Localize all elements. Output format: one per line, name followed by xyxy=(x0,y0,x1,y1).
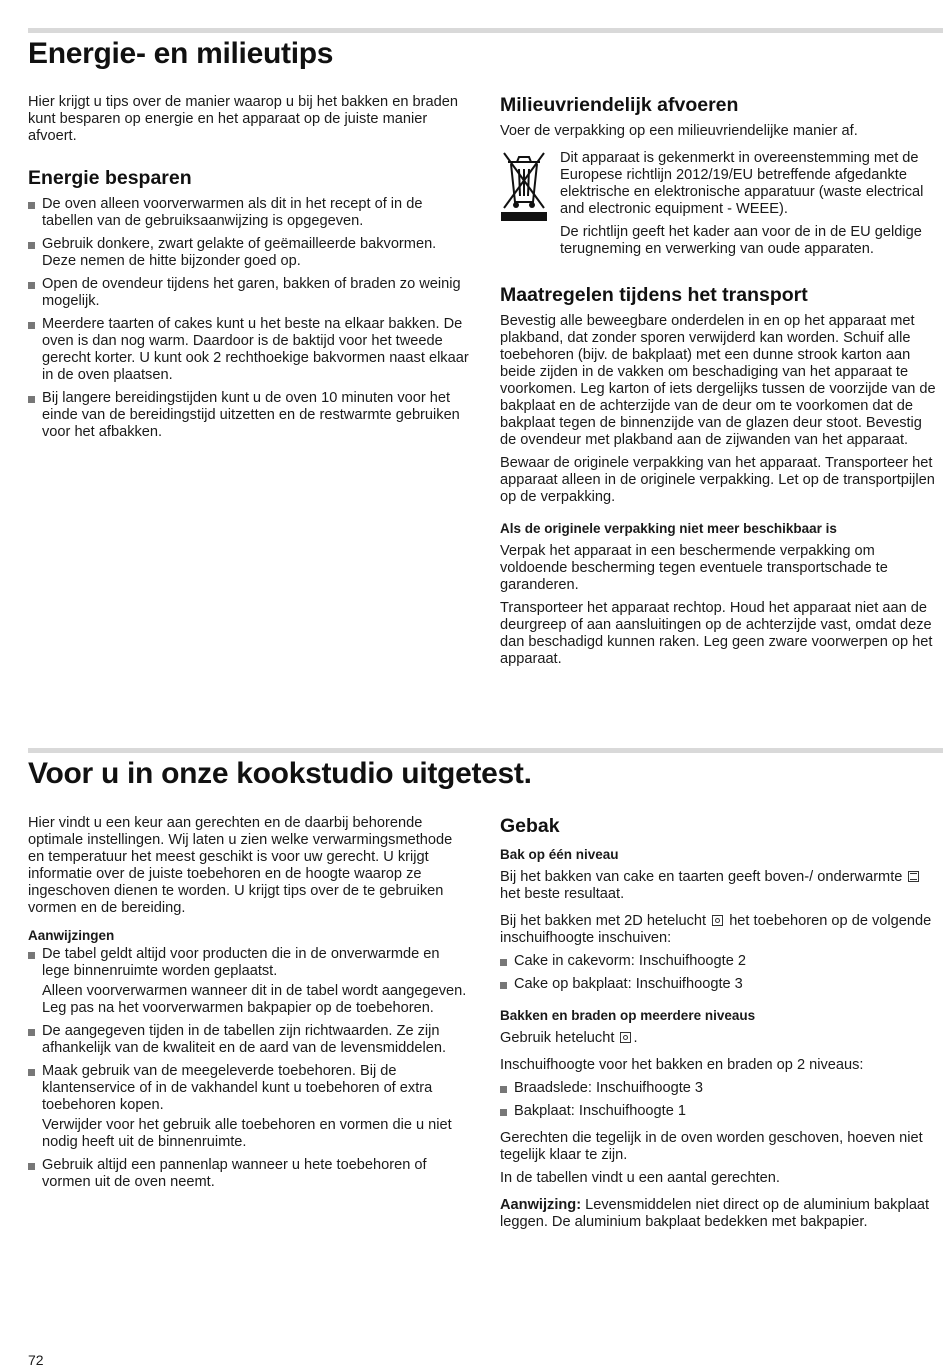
transport-paragraph-2: Bewaar de originele verpakking van het apparaat. Transporteer het apparaat alleen in de originele verpakking. Let op de transportpijlen op de verpakking. xyxy=(500,455,935,505)
bullet-square-icon xyxy=(500,1109,507,1116)
disposal-intro: Voer de verpakking op een milieuvriendelijke manier af. xyxy=(500,123,858,139)
section-title-kookstudio: Voor u in onze kookstudio uitgetest. xyxy=(28,757,532,790)
bullet-square-icon xyxy=(28,396,35,403)
transport-paragraph-4: Transporteer het apparaat rechtop. Houd het apparaat niet aan de deurgreep of aan aansluitingen op de achterzijde vast, omdat deze dan beschadigd kunnen raken. Leg geen zware voorwerpen op het apparaat. xyxy=(500,600,933,667)
weee-text-2: De richtlijn geeft het kader aan voor de in de EU geldige terugneming en verwerking van oude apparaten. xyxy=(560,224,922,257)
bullet-square-icon xyxy=(28,952,35,959)
bullet-square-icon xyxy=(28,242,35,249)
kookstudio-intro: Hier vindt u een keur aan gerechten en de daarbij behorende optimale instellingen. Wij laten u zien welke verwarmingsmethode en temperatuur het meest geschikt is voor uw gerecht. U krijgt informatie over de juiste toebehoren en de hoogte waarop ze ingeschoven dienen te worden. U krijgt tips over de te gebruiken vormen en de bereiding. xyxy=(28,815,453,916)
transport-paragraph-1: Bevestig alle beweegbare onderdelen in en op het apparaat met plakband, dat zonder sporen verwijderd kan worden. Schuif alle toebehoren (bijv. de bakplaat) met een dunne strook karton aan beide zijden in de vakken om beschadiging van het apparaat te voorkomen. Leg karton of iets dergelijks tussen de voorzijde van de bakplaat en de achterzijde van de deur om te voorkomen dat de bakplaat tegen de binnenzijde van de glazen deur stoot. Bevestig de ovendeur met plakband aan de zijwanden van het apparaat. xyxy=(500,313,936,448)
bullet-square-icon xyxy=(28,202,35,209)
list-item: De aangegeven tijden in de tabellen zijn richtwaarden. Ze zijn afhankelijk van de kwaliteit en de aard van de levensmiddelen. xyxy=(28,1023,471,1057)
heading-notes: Aanwijzingen xyxy=(28,928,115,943)
bullet-square-icon xyxy=(28,1069,35,1076)
notes-list xyxy=(28,946,471,1191)
transport-paragraph-3: Verpak het apparaat in een beschermende verpakking om voldoende bescherming tegen eventuele transportschade te garanderen. xyxy=(500,543,888,593)
section-divider xyxy=(28,28,943,33)
list-item: Cake op bakplaat: Inschuifhoogte 3 xyxy=(500,976,942,993)
multi-level-paragraph-3: Gerechten die tegelijk in de oven worden geschoven, hoeven niet tegelijk klaar te zijn. xyxy=(500,1130,923,1163)
list-item: De tabel geldt altijd voor producten die in de onverwarmde en lege binnenruimte worden geplaatst. Alleen voorverwarmen wanneer dit in de tabel wordt aangegeven. Leg pas na het voorverwarmen bakpapier op de toebehoren. xyxy=(28,946,471,1017)
multi-level-paragraph-2: Inschuifhoogte voor het bakken en braden op 2 niveaus: xyxy=(500,1057,864,1073)
weee-text-1: Dit apparaat is gekenmerkt in overeenstemming met de Europese richtlijn 2012/19/EU betreffende afgedankte elektrische en elektronische apparatuur (waste electrical and electronic equipment - WEEE). xyxy=(560,150,924,217)
top-bottom-heat-icon xyxy=(908,871,919,882)
left-column-top xyxy=(28,94,471,447)
heading-energy-saving: Energie besparen xyxy=(28,167,192,189)
multi-level-paragraph-4: In de tabellen vindt u een aantal gerechten. xyxy=(500,1170,780,1186)
section-title-energy-tips: Energie- en milieutips xyxy=(28,37,334,70)
list-item: De oven alleen voorverwarmen als dit in het recept of in de tabellen van de gebruiksaanwijzing is opgegeven. xyxy=(28,196,471,230)
note-label: Aanwijzing: xyxy=(500,1197,582,1213)
subheading-multi-level: Bakken en braden op meerdere niveaus xyxy=(500,1008,756,1023)
list-item: Gebruik altijd een pannenlap wanneer u hete toebehoren of vormen uit de oven neemt. xyxy=(28,1157,471,1191)
bullet-square-icon xyxy=(500,1086,507,1093)
heading-transport: Maatregelen tijdens het transport xyxy=(500,284,808,306)
list-item: Cake in cakevorm: Inschuifhoogte 2 xyxy=(500,953,942,970)
bullet-square-icon xyxy=(28,1163,35,1170)
multi-level-paragraph-1: Gebruik hetelucht . xyxy=(500,1030,638,1046)
bullet-square-icon xyxy=(500,959,507,966)
heading-disposal: Milieuvriendelijk afvoeren xyxy=(500,94,739,116)
list-item: Bij langere bereidingstijden kunt u de oven 10 minuten voor het einde van de bereidingstijd uitzetten en de restwarmte gebruiken voor het afbakken. xyxy=(28,390,471,441)
left-column-bottom xyxy=(28,815,471,1197)
note-paragraph: Aanwijzing: Levensmiddelen niet direct op de aluminium bakplaat leggen. De aluminium bakplaat bedekken met bakpapier. xyxy=(500,1197,930,1230)
single-level-list xyxy=(500,953,942,993)
section-divider xyxy=(28,748,943,753)
energy-tips-list xyxy=(28,196,471,441)
multi-level-list xyxy=(500,1080,942,1120)
list-item: Maak gebruik van de meegeleverde toebehoren. Bij de klantenservice of in de vakhandel kunt u toebehoren of extra toebehoren kopen. Verwijder voor het gebruik alle toebehoren en vormen die u niet nodig heeft uit de binnenruimte. xyxy=(28,1063,471,1151)
hot-air-icon xyxy=(620,1032,631,1043)
subheading-no-packaging: Als de originele verpakking niet meer beschikbaar is xyxy=(500,521,837,536)
list-item: Open de ovendeur tijdens het garen, bakken of braden zo weinig mogelijk. xyxy=(28,276,471,310)
bullet-square-icon xyxy=(28,282,35,289)
list-item: Gebruik donkere, zwart gelakte of geëmailleerde bakvormen. Deze nemen de hitte bijzonder goed op. xyxy=(28,236,471,270)
right-column-bottom xyxy=(500,815,942,1237)
single-level-paragraph-2: Bij het bakken met 2D hetelucht het toebehoren op de volgende inschuifhoogte inschuiven: xyxy=(500,913,932,946)
2d-hot-air-icon xyxy=(712,915,723,926)
subheading-single-level: Bak op één niveau xyxy=(500,847,619,862)
intro-paragraph: Hier krijgt u tips over de manier waarop u bij het bakken en braden kunt besparen op energie en het apparaat op de juiste manier afvoert. xyxy=(28,94,458,144)
single-level-paragraph-1: Bij het bakken van cake en taarten geeft boven-/ onderwarmte het beste resultaat. xyxy=(500,869,942,903)
bullet-square-icon xyxy=(28,322,35,329)
weee-crossed-bin-icon xyxy=(500,150,550,264)
list-item: Bakplaat: Inschuifhoogte 1 xyxy=(500,1103,942,1120)
heading-gebak: Gebak xyxy=(500,815,560,837)
page-number: 72 xyxy=(28,1352,44,1368)
list-item: Braadslede: Inschuifhoogte 3 xyxy=(500,1080,942,1097)
weee-block xyxy=(500,150,942,264)
bullet-square-icon xyxy=(500,982,507,989)
right-column-top xyxy=(500,94,942,674)
bullet-square-icon xyxy=(28,1029,35,1036)
list-item-subtext: Alleen voorverwarmen wanneer dit in de tabel wordt aangegeven. Leg pas na het voorverwarmen bakpapier op de toebehoren. xyxy=(42,983,467,1016)
list-item: Meerdere taarten of cakes kunt u het beste na elkaar bakken. De oven is dan nog warm. Daardoor is de baktijd voor het tweede gerecht korter. U kunt ook 2 rechthoekige bakvormen naast elkaar in de oven plaatsen. xyxy=(28,316,471,384)
list-item-subtext: Verwijder voor het gebruik alle toebehoren en vormen die u niet nodig heeft uit de binnenruimte. xyxy=(42,1117,452,1150)
